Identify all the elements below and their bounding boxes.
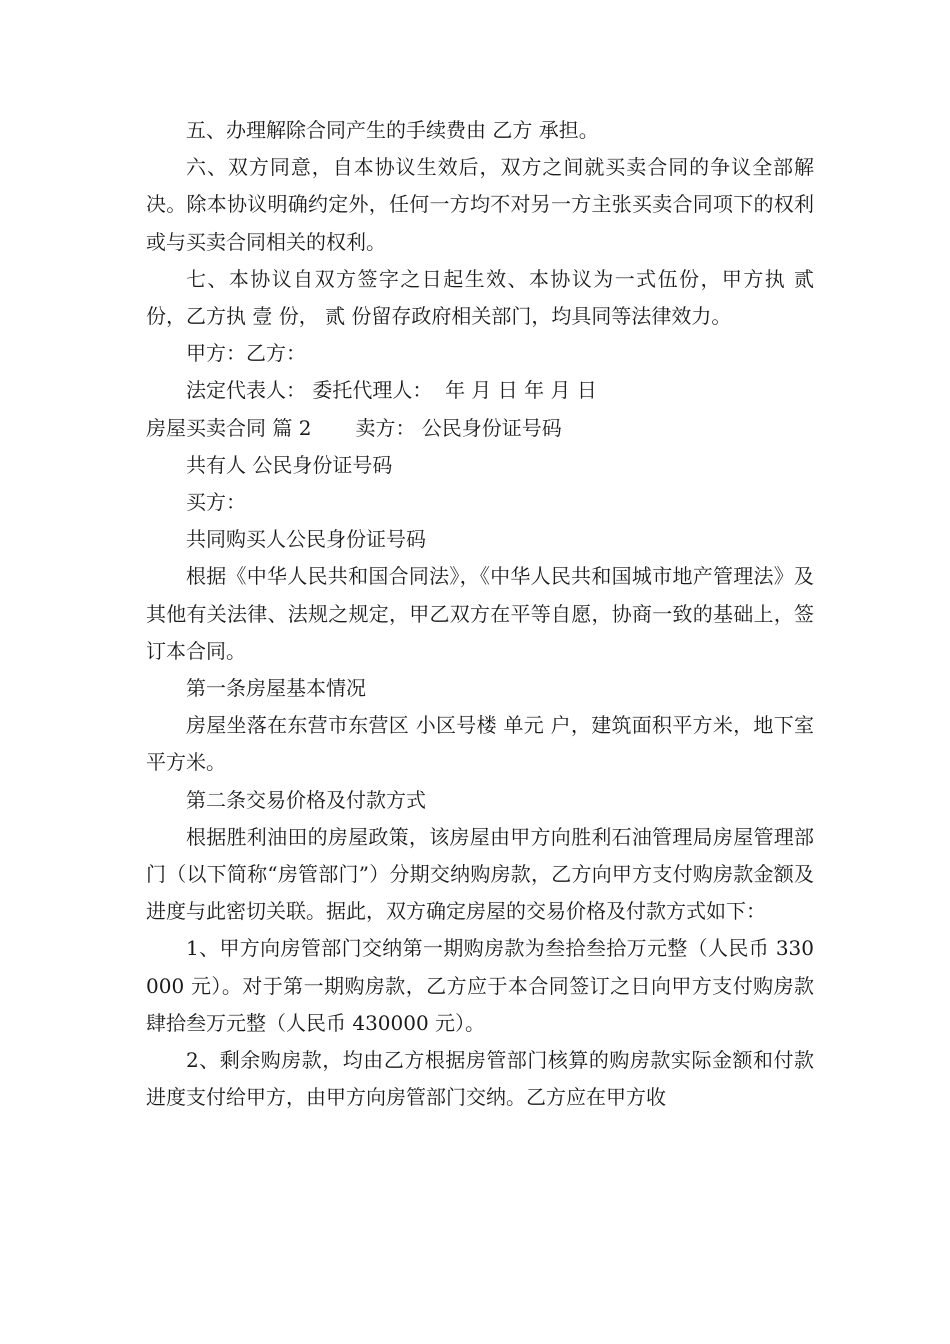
legal-basis-paragraph: 根据《中华人民共和国合同法》，《中华人民共和国城市地产管理法》及其他有关法律、法规之规定，甲乙双方在平等自愿，协商一致的基础上，签订本合同。 xyxy=(146,564,814,663)
payment-item-one: 1、甲方向房管部门交纳第一期购房款为叁拾叁拾万元整（人民币 330000 元）。对于第一期购房款，乙方应于本合同签订之日向甲方支付购房款肆拾叁万元整（人民币 430000 元）。 xyxy=(146,936,814,1035)
price-policy-paragraph: 根据胜利油田的房屋政策，该房屋由甲方向胜利石油管理局房屋管理部门（以下简称“房管部门”）分期交纳购房款，乙方向甲方支付购房款金额及进度与此密切关联。据此，双方确定房屋的交易价格及付款方式如下： xyxy=(146,824,814,924)
payment-item-two: 2、剩余购房款，均由乙方根据房管部门核算的购房款实际金额和付款进度支付给甲方，由甲方向房管部门交纳。乙方应在甲方收 xyxy=(146,1048,814,1110)
contract-title: 房屋买卖合同 篇 2 xyxy=(146,415,312,440)
house-location-paragraph: 房屋坐落在东营市东营区 小区号楼 单元 户，建筑面积平方米，地下室 平方米。 xyxy=(146,713,814,775)
document-page xyxy=(146,112,814,1116)
article-two-heading: 第二条交易价格及付款方式 xyxy=(186,787,426,812)
article-one-heading: 第一条房屋基本情况 xyxy=(186,676,366,701)
clause-six: 六、双方同意，自本协议生效后，双方之间就买卖合同的争议全部解决。除本协议明确约定外，任何一方均不对另一方主张买卖合同项下的权利或与买卖合同相关的权利。 xyxy=(146,155,814,254)
contract-heading-line xyxy=(146,410,814,447)
buyer-line: 买方： xyxy=(186,490,246,515)
signature-line: 法定代表人： 委托代理人： 年 月 日 年 月 日 xyxy=(186,378,597,403)
co-buyer-line: 共同购买人公民身份证号码 xyxy=(186,527,426,552)
seller-label: 卖方： 公民身份证号码 xyxy=(355,415,562,440)
party-line: 甲方：乙方： xyxy=(186,341,306,366)
clause-five: 五、办理解除合同产生的手续费由 乙方 承担。 xyxy=(186,118,599,142)
clause-seven: 七、本协议自双方签字之日起生效、本协议为一式伍份，甲方执 贰 份，乙方执 壹 份， 贰 份留存政府相关部门，均具同等法律效力。 xyxy=(146,266,814,329)
co-owner-line: 共有人 公民身份证号码 xyxy=(186,452,393,477)
